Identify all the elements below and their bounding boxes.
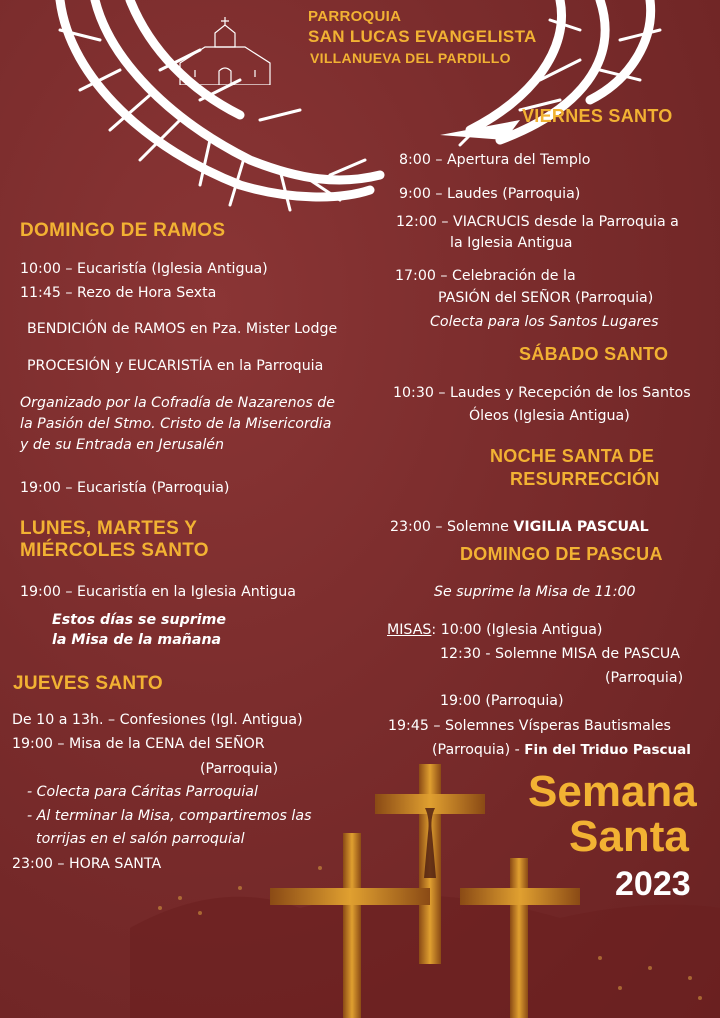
pascua-note-1: Se suprime la Misa de 11:00 bbox=[434, 584, 636, 600]
noche-line-1 bbox=[390, 517, 649, 537]
jueves-line-2: 19:00 – Misa de la CENA del SEÑOR bbox=[12, 736, 265, 752]
noche-line-1-pre: 23:00 – Solemne bbox=[390, 519, 514, 535]
ramos-line-2: 11:45 – Rezo de Hora Sexta bbox=[20, 285, 217, 301]
viernes-line-3: 12:00 – VIACRUCIS desde la Parroquia a bbox=[396, 214, 679, 230]
pascua-line-4b-pre: (Parroquia) - bbox=[432, 742, 525, 758]
parish-name: SAN LUCAS EVANGELISTA bbox=[308, 27, 537, 46]
heading-domingo-ramos: DOMINGO DE RAMOS bbox=[20, 220, 226, 241]
lunes-line-1: 19:00 – Eucaristía en la Iglesia Antigua bbox=[20, 584, 296, 600]
sabado-line-1b: Óleos (Iglesia Antigua) bbox=[469, 408, 630, 424]
viernes-line-2: 9:00 – Laudes (Parroquia) bbox=[399, 186, 581, 202]
heading-noche-2: RESURRECCIÓN bbox=[510, 469, 660, 489]
parish-town: VILLANUEVA DEL PARDILLO bbox=[310, 50, 511, 66]
brand-santa: Santa bbox=[569, 812, 689, 861]
pascua-line-2b: (Parroquia) bbox=[605, 670, 684, 686]
pascua-line-4: 19:45 – Solemnes Vísperas Bautismales bbox=[388, 718, 671, 734]
lunes-note-2: la Misa de la mañana bbox=[52, 632, 222, 648]
heading-sabado: SÁBADO SANTO bbox=[519, 344, 669, 364]
viernes-line-4b: PASIÓN del SEÑOR (Parroquia) bbox=[438, 290, 654, 306]
pascua-line-4b bbox=[432, 740, 691, 760]
pascua-misas-line bbox=[387, 620, 602, 640]
heading-viernes: VIERNES SANTO bbox=[522, 106, 673, 126]
heading-noche-1: NOCHE SANTA DE bbox=[490, 446, 655, 466]
ramos-line-4: PROCESIÓN y EUCARISTÍA en la Parroquia bbox=[27, 358, 324, 374]
pascua-line-4b-bold: Fin del Triduo Pascual bbox=[524, 742, 691, 758]
noche-line-1-bold: VIGILIA PASCUAL bbox=[513, 519, 649, 535]
pascua-line-3: 19:00 (Parroquia) bbox=[440, 693, 564, 709]
jueves-line-4: - Al terminar la Misa, compartiremos las bbox=[27, 808, 312, 824]
ramos-line-5: 19:00 – Eucaristía (Parroquia) bbox=[20, 480, 230, 496]
jueves-line-1: De 10 a 13h. – Confesiones (Igl. Antigua) bbox=[12, 712, 303, 728]
ramos-line-3: BENDICIÓN de RAMOS en Pza. Mister Lodge bbox=[27, 321, 338, 337]
ramos-line-1: 10:00 – Eucaristía (Iglesia Antigua) bbox=[20, 261, 268, 277]
heading-jueves: JUEVES SANTO bbox=[13, 673, 164, 694]
brand-semana: Semana bbox=[528, 767, 697, 816]
viernes-note-1: Colecta para los Santos Lugares bbox=[430, 314, 659, 330]
misas-label: MISAS bbox=[387, 622, 432, 638]
jueves-line-2b: (Parroquia) bbox=[200, 761, 279, 777]
jueves-line-4b: torrijas en el salón parroquial bbox=[36, 831, 245, 847]
viernes-line-1: 8:00 – Apertura del Templo bbox=[399, 152, 591, 168]
heading-lunes-2: MIÉRCOLES SANTO bbox=[20, 540, 209, 561]
brand-year: 2023 bbox=[615, 865, 691, 903]
parish-label: PARROQUIA bbox=[308, 8, 402, 25]
ramos-note-1: Organizado por la Cofradía de Nazarenos de bbox=[20, 395, 335, 411]
ramos-note-3: y de su Entrada en Jerusalén bbox=[20, 437, 225, 453]
viernes-line-4: 17:00 – Celebración de la bbox=[395, 268, 576, 284]
heading-lunes-1: LUNES, MARTES Y bbox=[20, 518, 198, 539]
misas-line-1: : 10:00 (Iglesia Antigua) bbox=[431, 622, 603, 638]
ramos-note-2: la Pasión del Stmo. Cristo de la Misericordia bbox=[20, 416, 332, 432]
church-icon bbox=[175, 15, 275, 85]
lunes-note-1: Estos días se suprime bbox=[52, 612, 226, 628]
jueves-line-3: - Colecta para Cáritas Parroquial bbox=[27, 784, 258, 800]
jueves-line-5: 23:00 – HORA SANTA bbox=[12, 856, 162, 872]
heading-pascua: DOMINGO DE PASCUA bbox=[460, 544, 663, 564]
pascua-line-2: 12:30 - Solemne MISA de PASCUA bbox=[440, 646, 680, 662]
sabado-line-1: 10:30 – Laudes y Recepción de los Santos bbox=[393, 385, 691, 401]
viernes-line-3b: la Iglesia Antigua bbox=[450, 235, 573, 251]
